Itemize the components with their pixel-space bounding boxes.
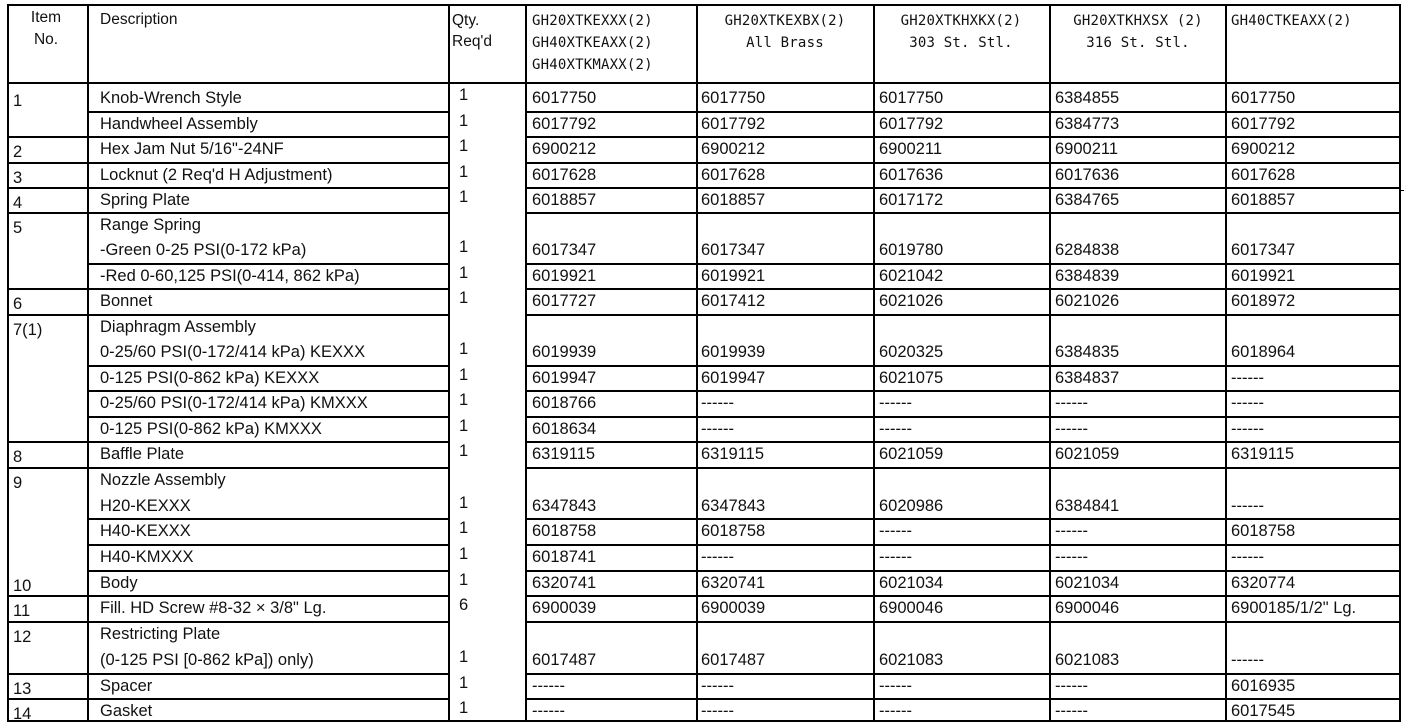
row-separator	[525, 416, 1400, 418]
cell-part-number: ------	[1231, 420, 1264, 438]
cell-description: Handwheel Assembly	[100, 115, 258, 133]
cell-part-number: 6017750	[879, 89, 944, 107]
cell-part-number: 6320741	[701, 574, 766, 592]
cell-part-number: 6017347	[1231, 241, 1296, 259]
row-separator	[88, 416, 449, 418]
row-separator	[88, 673, 449, 675]
cell-qty: 1	[459, 571, 469, 589]
cell-part-number: 6019939	[532, 343, 597, 361]
item-separator	[8, 467, 88, 469]
cell-part-number: 6900211	[879, 140, 943, 158]
cell-qty: 1	[459, 442, 469, 460]
cell-qty: 1	[459, 340, 469, 358]
header-item-line2: No.	[33, 31, 59, 48]
cell-part-number: 6900046	[1055, 599, 1120, 617]
cell-part-number: ------	[532, 677, 565, 695]
cell-part-number: ------	[701, 394, 734, 412]
cell-part-number: 6319115	[532, 445, 596, 463]
row-separator	[525, 441, 1400, 443]
cell-part-number: 6320741	[532, 574, 597, 592]
item-separator	[8, 187, 88, 189]
row-separator	[88, 365, 449, 367]
cell-item-no: 7(1)	[13, 321, 43, 339]
item-separator	[8, 288, 88, 290]
row-separator	[88, 390, 449, 392]
header-col4-line1: GH20XTKHXSX (2)	[1073, 13, 1203, 29]
row-separator	[525, 673, 1400, 675]
cell-description: 0-25/60 PSI(0-172/414 kPa) KMXXX	[100, 394, 368, 412]
cell-part-number: ------	[1231, 497, 1264, 515]
cell-qty: 1	[459, 137, 469, 155]
cell-item-no: 10	[13, 577, 32, 595]
cell-qty: 1	[459, 289, 469, 307]
row-separator	[525, 212, 1400, 214]
cell-part-number: 6017628	[701, 166, 766, 184]
cell-qty: 1	[459, 648, 469, 666]
row-separator	[88, 544, 449, 546]
row-separator	[88, 570, 449, 572]
row-separator	[525, 288, 1400, 290]
row-separator	[88, 621, 449, 623]
cell-part-number: ------	[879, 420, 912, 438]
cell-part-number: 6017487	[532, 651, 597, 669]
cell-description: Fill. HD Screw #8-32 × 3/8" Lg.	[100, 599, 327, 617]
item-separator	[8, 162, 88, 164]
header-col4-line2: 316 St. Stl.	[1086, 35, 1190, 51]
header-col1-line2: GH40XTKEAXX(2)	[532, 35, 653, 51]
cell-qty: 1	[459, 545, 469, 563]
cell-part-number: ------	[879, 394, 912, 412]
cell-part-number: 6019947	[532, 369, 597, 387]
header-description: Description	[100, 11, 178, 28]
cell-description: Locknut (2 Req'd H Adjustment)	[100, 166, 333, 184]
cell-part-number: 6018758	[532, 522, 597, 540]
cell-part-number: 6020325	[879, 343, 944, 361]
cell-part-number: 6017636	[1055, 166, 1120, 184]
cell-part-number: ------	[701, 702, 734, 720]
cell-part-number: 6347843	[532, 497, 597, 515]
cell-part-number: ------	[879, 702, 912, 720]
cell-qty: 1	[459, 519, 469, 537]
row-separator	[88, 162, 449, 164]
cell-part-number: 6021026	[879, 292, 944, 310]
row-separator	[525, 595, 1400, 597]
item-separator	[8, 441, 88, 443]
cell-description: -Green 0-25 PSI(0-172 kPa)	[100, 241, 307, 259]
cell-part-number: ------	[1055, 548, 1088, 566]
cell-part-number: 6018964	[1231, 343, 1296, 361]
row-separator	[88, 263, 449, 265]
cell-part-number: ------	[701, 420, 734, 438]
row-separator	[88, 518, 449, 520]
cell-part-number: 6017750	[532, 89, 597, 107]
cell-part-number: 6017347	[532, 241, 597, 259]
cell-part-number: 6900046	[879, 599, 944, 617]
row-separator	[525, 621, 1400, 623]
row-separator	[88, 187, 449, 189]
cell-part-number: 6900212	[701, 140, 766, 158]
cell-description: 0-25/60 PSI(0-172/414 kPa) KEXXX	[100, 343, 366, 361]
row-separator	[525, 570, 1400, 572]
cell-part-number: ------	[1055, 522, 1088, 540]
cell-part-number: ------	[532, 702, 565, 720]
cell-qty: 1	[459, 238, 469, 256]
cell-part-number: 6018758	[701, 522, 766, 540]
cell-item-no: 5	[13, 219, 23, 237]
cell-part-number: 6017347	[701, 241, 766, 259]
row-separator	[525, 263, 1400, 265]
cell-qty: 1	[459, 366, 469, 384]
cell-item-no: 3	[13, 169, 23, 187]
cell-part-number: 6021083	[879, 651, 944, 669]
row-separator	[525, 136, 1400, 138]
cell-part-number: 6018857	[701, 191, 766, 209]
cell-item-no: 6	[13, 295, 23, 313]
cell-part-number: 6019921	[701, 267, 766, 285]
cell-description: Bonnet	[100, 292, 153, 310]
item-separator	[8, 212, 88, 214]
cell-qty: 1	[459, 674, 469, 692]
cell-part-number: 6017792	[879, 115, 944, 133]
header-qty-line2: Req'd	[452, 33, 493, 50]
cell-part-number: 6021042	[879, 267, 944, 285]
cell-part-number: 6319115	[1231, 445, 1295, 463]
row-separator	[88, 441, 449, 443]
cell-part-number: 6017750	[1231, 89, 1296, 107]
cell-part-number: 6320774	[1231, 574, 1296, 592]
cell-part-number: 6900212	[532, 140, 597, 158]
cell-description: Spring Plate	[100, 191, 190, 209]
cell-qty: 6	[459, 596, 469, 614]
cell-part-number: ------	[1231, 651, 1264, 669]
row-separator	[88, 698, 449, 700]
header-col2-line1: GH20XTKEXBX(2)	[724, 13, 846, 29]
row-separator	[88, 111, 449, 113]
cell-part-number: 6017487	[701, 651, 766, 669]
header-item-line1: Item	[30, 9, 62, 26]
cell-part-number: ------	[701, 677, 734, 695]
item-separator	[8, 595, 88, 597]
cell-part-number: ------	[701, 548, 734, 566]
cell-part-number: 6019921	[532, 267, 597, 285]
cell-part-number: 6019921	[1231, 267, 1296, 285]
cell-description: H40-KMXXX	[100, 548, 194, 566]
cell-part-number: 6319115	[701, 445, 765, 463]
cell-item-no: 8	[13, 448, 23, 466]
cell-part-number: 6018766	[532, 394, 597, 412]
cell-part-number: 6018634	[532, 420, 597, 438]
cell-part-number: 6017636	[879, 166, 944, 184]
cell-item-no: 11	[13, 602, 31, 620]
cell-part-number: 6016935	[1231, 677, 1296, 695]
cell-part-number: 6017545	[1231, 702, 1296, 720]
cell-part-number: 6021026	[1055, 292, 1120, 310]
cell-part-number: 6018857	[1231, 191, 1296, 209]
row-separator	[525, 111, 1400, 113]
cell-qty: 1	[459, 112, 469, 130]
cell-part-number: 6384841	[1055, 497, 1120, 515]
grid-line	[7, 4, 1400, 6]
cell-description: Knob-Wrench Style	[100, 89, 242, 107]
cell-part-number: 6900039	[701, 599, 766, 617]
cell-part-number: ------	[1055, 394, 1088, 412]
cell-part-number: 6021034	[1055, 574, 1120, 592]
row-separator	[88, 314, 449, 316]
cell-qty: 1	[459, 417, 469, 435]
item-separator	[8, 136, 88, 138]
header-col1-line1: GH20XTKEXXX(2)	[532, 13, 653, 29]
item-separator	[8, 621, 88, 623]
cell-part-number: 6384839	[1055, 267, 1120, 285]
cell-qty: 1	[459, 391, 469, 409]
row-separator	[88, 136, 449, 138]
cell-part-number: 6017628	[1231, 166, 1296, 184]
cell-part-number: ------	[879, 548, 912, 566]
cell-part-number: 6284838	[1055, 241, 1120, 259]
cell-part-number: 6018758	[1231, 522, 1296, 540]
cell-item-no: 14	[13, 705, 32, 723]
row-separator	[88, 288, 449, 290]
cell-part-number: 6900039	[532, 599, 597, 617]
item-separator	[8, 698, 88, 700]
header-col2-line2: All Brass	[746, 35, 824, 51]
cell-description: H40-KEXXX	[100, 522, 191, 540]
cell-item-no: 1	[13, 92, 23, 110]
cell-item-no: 12	[13, 628, 32, 646]
cell-description: 0-125 PSI(0-862 kPa) KMXXX	[100, 420, 322, 438]
cell-description: -Red 0-60,125 PSI(0-414, 862 kPa)	[100, 267, 360, 285]
cell-description: Gasket	[100, 702, 153, 720]
cell-part-number: 6384765	[1055, 191, 1120, 209]
header-col1-line3: GH40XTKMAXX(2)	[532, 57, 653, 73]
cell-part-number: 6019939	[701, 343, 766, 361]
cell-part-number: 6347843	[701, 497, 766, 515]
row-separator	[88, 212, 449, 214]
cell-description: Range Spring	[100, 216, 201, 234]
cell-item-no: 9	[13, 474, 23, 492]
cell-part-number: 6017750	[701, 89, 766, 107]
cell-part-number: 6019947	[701, 369, 766, 387]
cell-part-number: 6384837	[1055, 369, 1120, 387]
cell-part-number: 6021034	[879, 574, 944, 592]
cell-part-number: 6021075	[879, 369, 944, 387]
row-separator	[88, 467, 449, 469]
cell-part-number: 6020986	[879, 497, 944, 515]
cell-part-number: 6900211	[1055, 140, 1119, 158]
header-col3-line1: GH20XTKHXKX(2)	[900, 13, 1022, 29]
row-separator	[525, 187, 1400, 189]
cell-part-number: ------	[879, 522, 912, 540]
cell-part-number: ------	[1231, 369, 1264, 387]
cell-part-number: 6017172	[879, 191, 944, 209]
cell-part-number: 6017792	[532, 115, 597, 133]
cell-description: Body	[100, 574, 138, 592]
cell-part-number: 6017412	[701, 292, 766, 310]
cell-part-number: 6018741	[532, 548, 597, 566]
cell-part-number: 6384835	[1055, 343, 1120, 361]
header-col5-line1: GH40CTKEAXX(2)	[1231, 13, 1352, 29]
cell-part-number: 6017792	[1231, 115, 1296, 133]
row-separator	[525, 518, 1400, 520]
cell-part-number: 6017628	[532, 166, 597, 184]
row-separator	[88, 595, 449, 597]
row-separator	[525, 390, 1400, 392]
header-col3-line2: 303 St. Stl.	[909, 35, 1013, 51]
cell-part-number: 6384855	[1055, 89, 1120, 107]
cell-part-number: 6017727	[532, 292, 597, 310]
cell-description: Hex Jam Nut 5/16"-24NF	[100, 140, 284, 158]
cell-item-no: 2	[13, 143, 23, 161]
cell-qty: 1	[459, 86, 469, 104]
cell-part-number: ------	[1231, 548, 1264, 566]
cell-part-number: ------	[1055, 420, 1088, 438]
cell-item-no: 4	[13, 194, 23, 212]
cell-part-number: 6021059	[879, 445, 944, 463]
cell-qty: 1	[459, 699, 469, 717]
cell-item-no: 13	[13, 680, 32, 698]
cell-description: Restricting Plate	[100, 625, 221, 643]
cell-part-number: 6900212	[1231, 140, 1296, 158]
grid-line	[7, 4, 9, 722]
cell-part-number: ------	[1055, 677, 1088, 695]
cell-description: Baffle Plate	[100, 445, 185, 463]
cell-part-number: ------	[1055, 702, 1088, 720]
header-qty-line1: Qty.	[452, 12, 480, 29]
cell-part-number: ------	[879, 677, 912, 695]
item-separator	[8, 314, 88, 316]
row-separator	[525, 544, 1400, 546]
row-separator	[525, 467, 1400, 469]
grid-line	[7, 82, 1400, 84]
cell-part-number: 6021059	[1055, 445, 1120, 463]
cell-part-number: 6018972	[1231, 292, 1296, 310]
cell-part-number: ------	[1231, 394, 1264, 412]
item-separator	[8, 673, 88, 675]
cell-part-number: 6900185/1/2" Lg.	[1231, 599, 1357, 617]
cell-description: (0-125 PSI [0-862 kPa]) only)	[100, 651, 314, 669]
cell-qty: 1	[459, 188, 469, 206]
row-separator	[525, 698, 1400, 700]
cell-part-number: 6021083	[1055, 651, 1120, 669]
row-separator	[525, 314, 1400, 316]
cell-part-number: 6017792	[701, 115, 766, 133]
cell-description: 0-125 PSI(0-862 kPa) KEXXX	[100, 369, 320, 387]
cell-description: Spacer	[100, 677, 153, 695]
cell-description: Diaphragm Assembly	[100, 318, 256, 336]
cell-description: Nozzle Assembly	[100, 471, 226, 489]
cell-part-number: 6019780	[879, 241, 944, 259]
cell-part-number: 6018857	[532, 191, 597, 209]
cell-description: H20-KEXXX	[100, 497, 191, 515]
row-separator	[525, 365, 1400, 367]
cell-qty: 1	[459, 494, 469, 512]
cell-qty: 1	[459, 264, 469, 282]
row-separator	[525, 162, 1400, 164]
cell-part-number: 6384773	[1055, 115, 1120, 133]
cell-qty: 1	[459, 163, 469, 181]
